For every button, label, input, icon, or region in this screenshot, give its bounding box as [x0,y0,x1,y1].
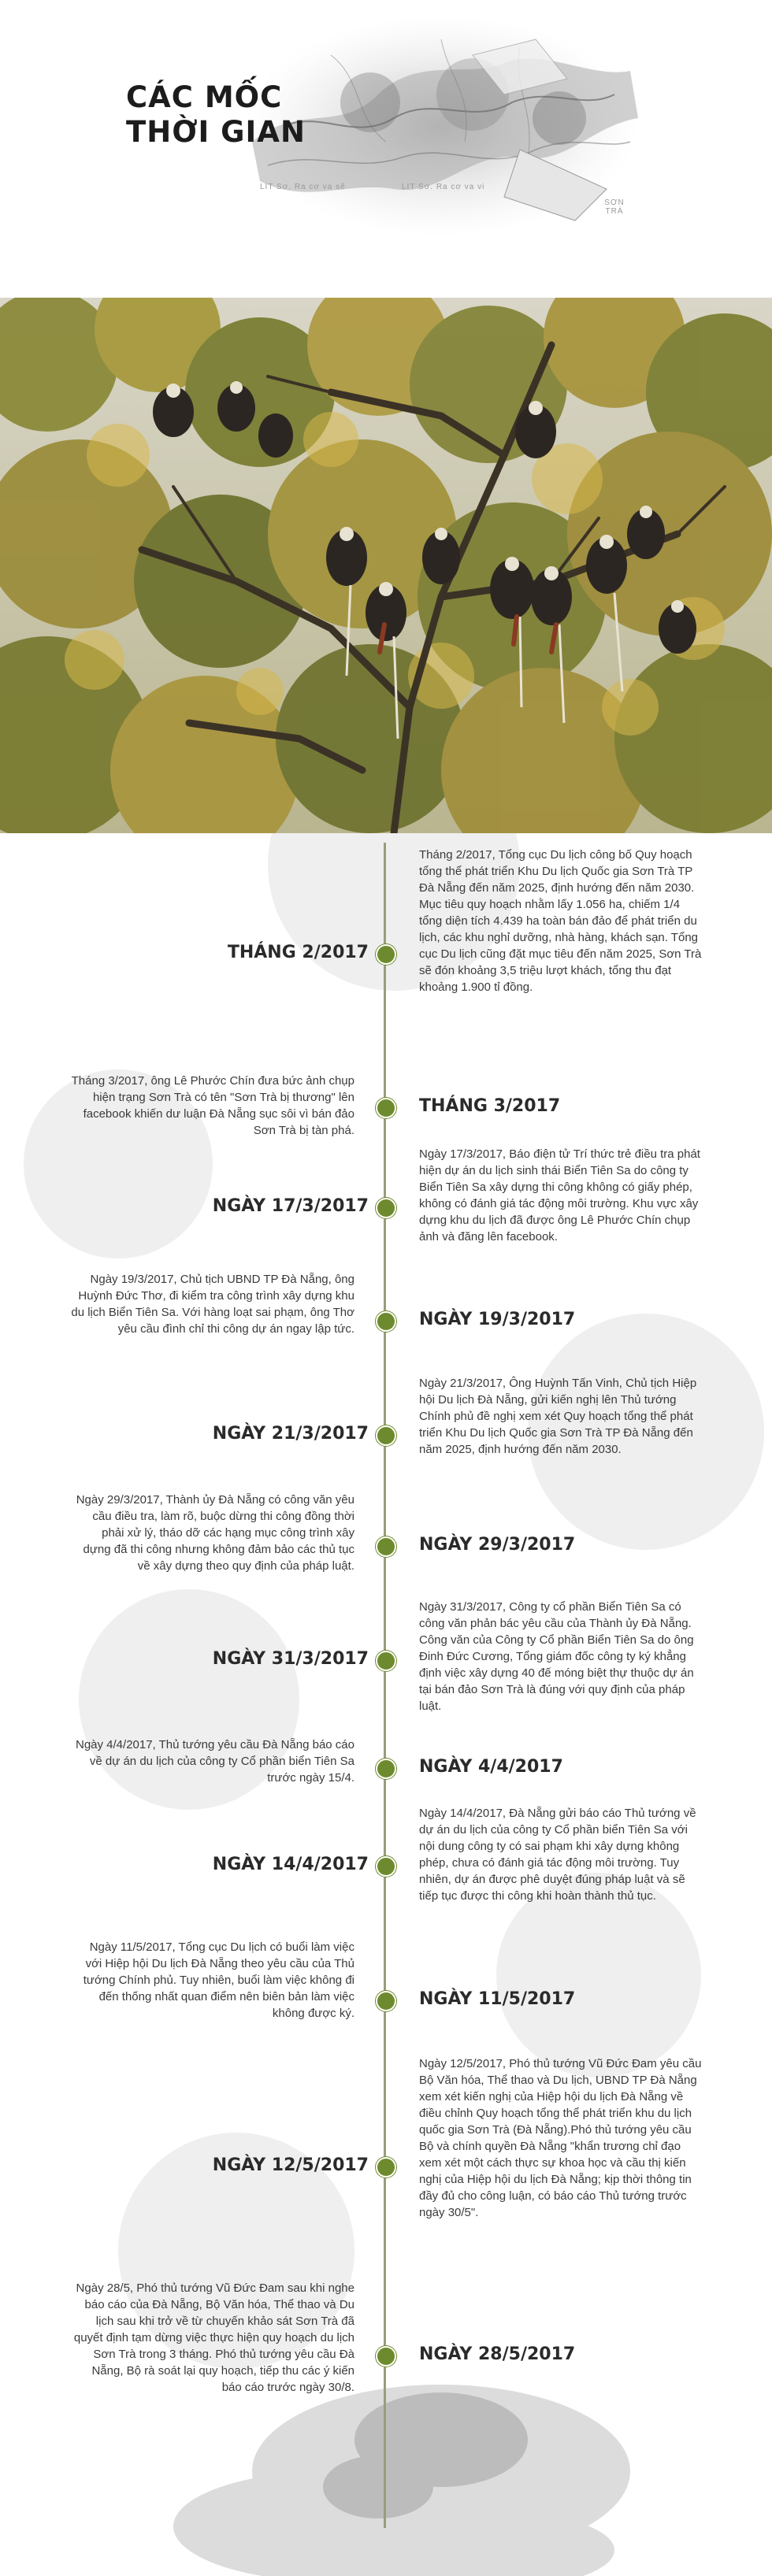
event-10-description: Ngày 11/5/2017, Tổng cục Du lịch có buổi làm việc với Hiệp hội Du lịch Đà Nẵng theo yêu cầu của Thủ tướng Chính phủ. Tuy nhiên, buổi làm việc không đi đến thống nhất quan điểm nên biên bản làm việc không được ký. [83,1940,354,2020]
event-4-description: Ngày 19/3/2017, Chủ tịch UBND TP Đà Nẵng, ông Huỳnh Đức Thơ, đi kiểm tra công trình xây dựng khu du lịch Biển Tiên Sa. Với hàng loạt sai phạm, ông Thơ yêu cầu đình chỉ thi công dự án ngay lập tức. [71,1273,354,1336]
timeline-axis [384,843,386,2528]
event-7-date: NGÀY 31/3/2017 [212,1649,369,1669]
event-5-date: NGÀY 21/3/2017 [212,1424,369,1444]
event-11-date: NGÀY 12/5/2017 [212,2155,369,2175]
page-title [126,80,306,150]
event-10-marker [376,1991,396,2011]
event-2-date: THÁNG 3/2017 [419,1096,561,1116]
event-12-date: NGÀY 28/5/2017 [419,2344,576,2364]
event-8-marker [376,1759,396,1779]
event-1-description: Tháng 2/2017, Tổng cục Du lịch công bố Quy hoạch tổng thể phát triển Khu Du lịch Quốc gia Sơn Trà TP Đà Nẵng đến năm 2025, định hướng đến năm 2030. Mục tiêu quy hoạch nhằm lấy 1.056 ha, chiếm 1/4 tổng diện tích 4.439 ha toàn bán đảo để phát triển du lịch, các khu nghỉ dưỡng, nhà hàng, khách sạn. Tổng cục Du lịch cũng đặt mục tiêu đến năm 2025, Sơn Trà sẽ đón khoảng 3,5 triệu lượt khách, tổng thu đạt khoảng 1.900 tỉ đồng. [419,848,702,994]
event-4-marker [376,1311,396,1332]
event-8-date: NGÀY 4/4/2017 [419,1757,563,1777]
event-3-marker [376,1198,396,1218]
event-11-description: Ngày 12/5/2017, Phó thủ tướng Vũ Đức Đam yêu cầu Bộ Văn hóa, Thể thao và Du lịch, UBND TP Đà Nẵng xem xét kiến nghị của Hiệp hội du lịch Đà Nẵng về điều chỉnh Quy hoạch tổng thể phát triển khu du lịch quốc gia Sơn Trà (Đà Nẵng).Phó thủ tướng yêu cầu Bộ và chính quyền Đà Nẵng "khẩn trương chỉ đạo xem xét một cách thực sự khoa học và cầu thị kiến nghị của Hiệp hội du lịch Đà Nẵng; kịp thời thông tin đầy đủ cho công luận, có báo cáo Thủ tướng trước ngày 30/5". [419,2057,702,2219]
page-title-line2: THỜI GIAN [126,115,306,149]
langur-tree-photo [0,298,772,833]
event-10-date: NGÀY 11/5/2017 [419,1989,576,2009]
page-title-line1: CÁC MỐC [126,80,283,114]
map-label-2: LIT Sơ. Ra cơ va vi [402,183,485,191]
event-8-description: Ngày 4/4/2017, Thủ tướng yêu cầu Đà Nẵng báo cáo về dự án du lịch của công ty Cổ phần biển Tiên Sa trước ngày 15/4. [75,1738,354,1785]
map-label-son-tra: SƠN TRÀ [604,198,625,216]
event-6-description: Ngày 29/3/2017, Thành ủy Đà Nẵng có công văn yêu cầu điều tra, làm rõ, buộc dừng thi công đồng thời phải xử lý, tháo dỡ các hạng mục công trình xây dựng đã thi công nhưng không đảm bảo các thủ tục về xây dựng theo quy định của pháp luật. [76,1493,354,1573]
event-12-description: Ngày 28/5, Phó thủ tướng Vũ Đức Đam sau khi nghe báo cáo của Đà Nẵng, Bộ Văn hóa, Thể thao và Du lịch sau khi trở về từ chuyến khảo sát Sơn Trà đã quyết định tạm dừng việc thực hiện quy hoạch du lịch Sơn Trà trong 3 tháng. Phó thủ tướng yêu cầu Đà Nẵng, Bộ rà soát lại quy hoạch, tiếp thu các ý kiến báo cáo trước ngày 30/8. [73,2281,354,2394]
event-3-date: NGÀY 17/3/2017 [212,1196,369,1216]
event-6-marker [376,1536,396,1557]
hero-photo [0,298,772,833]
event-9-date: NGÀY 14/4/2017 [212,1855,369,1874]
event-11-marker [376,2157,396,2178]
event-1-marker [376,944,396,965]
event-2-description: Tháng 3/2017, ông Lê Phước Chín đưa bức ảnh chụp hiện trạng Sơn Trà có tên "Sơn Trà bị thương" lên facebook khiến dư luận Đà Nẵng sục sôi vì bán đảo Sơn Trà bị tàn phá. [71,1074,354,1137]
event-5-marker [376,1425,396,1446]
event-9-marker [376,1856,396,1877]
event-7-marker [376,1651,396,1671]
event-3-description: Ngày 17/3/2017, Báo điện tử Trí thức trẻ điều tra phát hiện dự án du lịch sinh thái Biển Tiên Sa do công ty Biển Tiên Sa xây dựng thi công không có giấy phép, không có đánh giá tác động môi trường. Khu vực xây dựng khu du lịch đã được ông Lê Phước Chín chụp ảnh và đăng lên facebook. [419,1147,700,1244]
event-1-date: THÁNG 2/2017 [227,943,369,962]
event-5-description: Ngày 21/3/2017, Ông Huỳnh Tấn Vinh, Chủ tịch Hiệp hội Du lịch Đà Nẵng, gửi kiến nghị lên Thủ tướng Chính phủ đề nghị xem xét Quy hoạch tổng thể phát triển Khu Du lịch Quốc gia Sơn Trà TP Đà Nẵng đến năm 2025, định hướng đến năm 2030. [419,1377,697,1456]
event-4-date: NGÀY 19/3/2017 [419,1310,576,1329]
event-12-marker [376,2346,396,2367]
map-label-1: LIT Sơ. Ra cơ va sẽ [260,183,346,191]
event-7-description: Ngày 31/3/2017, Công ty cổ phần Biển Tiên Sa có công văn phản bác yêu cầu của Thành ủy Đà Nẵng. Công văn của Công ty Cổ phần Biển Tiên Sa do ông Đinh Đức Cương, Tổng giám đốc công ty ký khẳng định việc xây dựng 40 đế móng biệt thự thuộc dự án tại bán đảo Sơn Trà là đúng với quy định của pháp luật. [419,1600,694,1713]
event-6-date: NGÀY 29/3/2017 [419,1535,576,1555]
header-banner [0,0,772,260]
event-2-marker [376,1098,396,1118]
event-9-description: Ngày 14/4/2017, Đà Nẵng gửi báo cáo Thủ tướng về dự án du lịch của công ty Cổ phần biển Tiên Sa với nội dung công ty có sai phạm khi xây dựng không phép, chưa có đánh giá tác động môi trường. Tuy nhiên, dự án được phê duyệt đúng pháp luật và sẽ tiếp tục được thi công khi hoàn thành thủ tục. [419,1807,696,1903]
